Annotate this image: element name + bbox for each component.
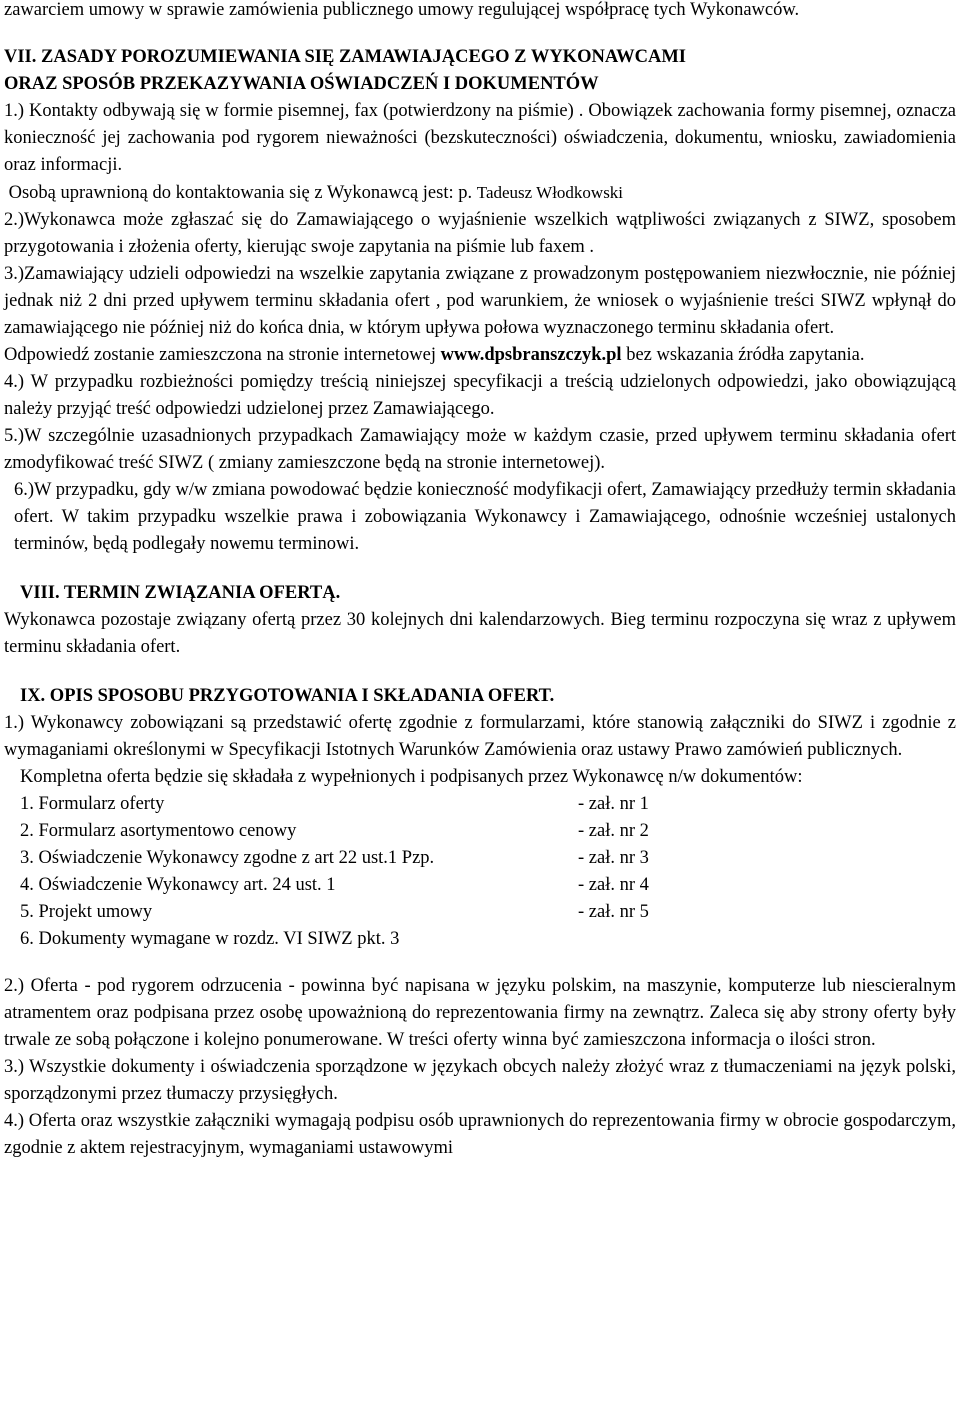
answer-suffix: bez wskazania źródła zapytania. <box>626 345 865 365</box>
website-link[interactable]: www.dpsbranszczyk.pl <box>440 345 622 365</box>
section7-heading-line1: VII. ZASADY POROZUMIEWANIA SIĘ ZAMAWIAJĄCEGO Z WYKONAWCAMI <box>4 47 687 67</box>
list-item <box>4 899 956 926</box>
attachment-number: - zał. nr 2 <box>578 821 649 841</box>
spacer <box>4 558 956 580</box>
spacer <box>4 661 956 683</box>
section8-heading: VIII. TERMIN ZWIĄZANIA OFERTĄ. <box>20 583 341 603</box>
section7-heading-line2: ORAZ SPOSÓB PRZEKAZYWANIA OŚWIADCZEŃ I DOKUMENTÓW <box>4 74 599 94</box>
list-item <box>4 872 956 899</box>
section9-point2: 2.) Oferta - pod rygorem odrzucenia - powinna być napisana w języku polskim, na maszynie, komputerze lub niescieralnym atramentem oraz podpisana przez osobę upoważnioną do reprezentowania firmy na zewnątrz. Zaleca się aby strony oferty były trwale ze sobą połączone i kolejno ponumerowane. W treści oferty winna być zamieszczona informacja o ilości stron. <box>4 976 956 1050</box>
spacer <box>4 953 956 973</box>
section7-point3-answer <box>4 342 956 369</box>
intro-paragraph: zawarciem umowy w sprawie zamówienia publicznego umowy regulującej współpracę tych Wykonawców. <box>4 0 800 20</box>
document-label: 6. Dokumenty wymagane w rozdz. VI SIWZ pkt. 3 <box>20 929 400 949</box>
section7-point4: 4.) W przypadku rozbieżności pomiędzy treścią niniejszej specyfikacji a treścią udzielonych odpowiedzi, jako obowiązującą należy przyjąć treść odpowiedzi udzielonej przez Zamawiającego. <box>4 372 956 419</box>
list-item <box>4 818 956 845</box>
document-label: 2. Formularz asortymentowo cenowy <box>20 821 297 841</box>
section8-text: Wykonawca pozostaje związany ofertą przez 30 kolejnych dni kalendarzowych. Bieg terminu rozpoczyna się wraz z upływem terminu składania ofert. <box>4 610 956 657</box>
document-label: 5. Projekt umowy <box>20 902 153 922</box>
contact-person-line <box>4 179 956 207</box>
list-item <box>4 926 956 953</box>
section7-point6: 6.)W przypadku, gdy w/w zmiana powodować będzie konieczność modyfikacji ofert, Zamawiający przedłuży termin składania ofert. W takim przypadku wszelkie prawa i zobowiązania Wykonawcy i Zamawiającego, odnośnie wcześniej ustalonych terminów, będą podlegały nowemu terminowi. <box>14 480 956 554</box>
section7-point3: 3.)Zamawiający udzieli odpowiedzi na wszelkie zapytania związane z prowadzonym postępowaniem niezwłocznie, nie później jednak niż 2 dni przed upływem terminu składania ofert , pod warunkiem, że wniosek o wyjaśnienie treści SIWZ wpłynął do zamawiającego nie później niż do końca dnia, w którym upływa połowa wyznaczonego terminu składania ofert. <box>4 264 956 338</box>
documents-list <box>4 791 956 953</box>
section7-point1: 1.) Kontakty odbywają się w formie pisemnej, fax (potwierdzony na piśmie) . Obowiązek zachowania formy pisemnej, oznacza konieczność jej zachowania pod rygorem nieważności (bezskuteczności) oświadczenia, dokumentu, wniosku, zawiadomienia oraz informacji. <box>4 101 956 175</box>
contact-name: Tadeusz Włodkowski <box>476 183 624 202</box>
attachment-number: - zał. nr 3 <box>578 848 649 868</box>
section7-point5: 5.)W szczególnie uzasadnionych przypadkach Zamawiający może w każdym czasie, przed upływem terminu składania ofert zmodyfikować treść SIWZ ( zmiany zamieszczone będą na stronie internetowej). <box>4 426 956 473</box>
complete-offer-text: Kompletna oferta będzie się składała z wypełnionych i podpisanych przez Wykonawcę n/w dokumentów: <box>20 767 803 787</box>
section9-point1: 1.) Wykonawcy zobowiązani są przedstawić ofertę zgodnie z formularzami, które stanowią załączniki do SIWZ i zgodnie z wymaganiami określonymi w Specyfikacji Istotnych Warunków Zamówienia oraz ustawy Prawo zamówień publicznych. <box>4 713 956 760</box>
section9-heading: IX. OPIS SPOSOBU PRZYGOTOWANIA I SKŁADANIA OFERT. <box>20 686 555 706</box>
document-label: 4. Oświadczenie Wykonawcy art. 24 ust. 1 <box>20 875 336 895</box>
attachment-number: - zał. nr 1 <box>578 794 649 814</box>
document-label: 1. Formularz oferty <box>20 794 165 814</box>
document-page <box>4 0 956 1162</box>
contact-prefix: Osobą uprawnioną do kontaktowania się z Wykonawcą jest: p. <box>8 183 473 203</box>
attachment-number: - zał. nr 5 <box>578 902 649 922</box>
list-item <box>4 791 956 818</box>
section9-point4: 4.) Oferta oraz wszystkie załączniki wymagają podpisu osób uprawnionych do reprezentowania firmy w obrocie gospodarczym, zgodnie z aktem rejestracyjnym, wymaganiami ustawowymi <box>4 1111 956 1158</box>
section9-point3: 3.) Wszystkie dokumenty i oświadczenia sporządzone w językach obcych należy złożyć wraz z tłumaczeniami na język polski, sporządzonymi przez tłumaczy przysięgłych. <box>4 1057 956 1104</box>
attachment-number: - zał. nr 4 <box>578 875 649 895</box>
section7-point2: 2.)Wykonawca może zgłaszać się do Zamawiającego o wyjaśnienie wszelkich wątpliwości związanych z SIWZ, sposobem przygotowania i złożenia oferty, kierując swoje zapytania na piśmie lub faxem . <box>4 210 956 257</box>
answer-prefix: Odpowiedź zostanie zamieszczona na stronie internetowej <box>4 345 437 365</box>
list-item <box>4 845 956 872</box>
document-label: 3. Oświadczenie Wykonawcy zgodne z art 22 ust.1 Pzp. <box>20 848 435 868</box>
spacer <box>4 24 956 44</box>
